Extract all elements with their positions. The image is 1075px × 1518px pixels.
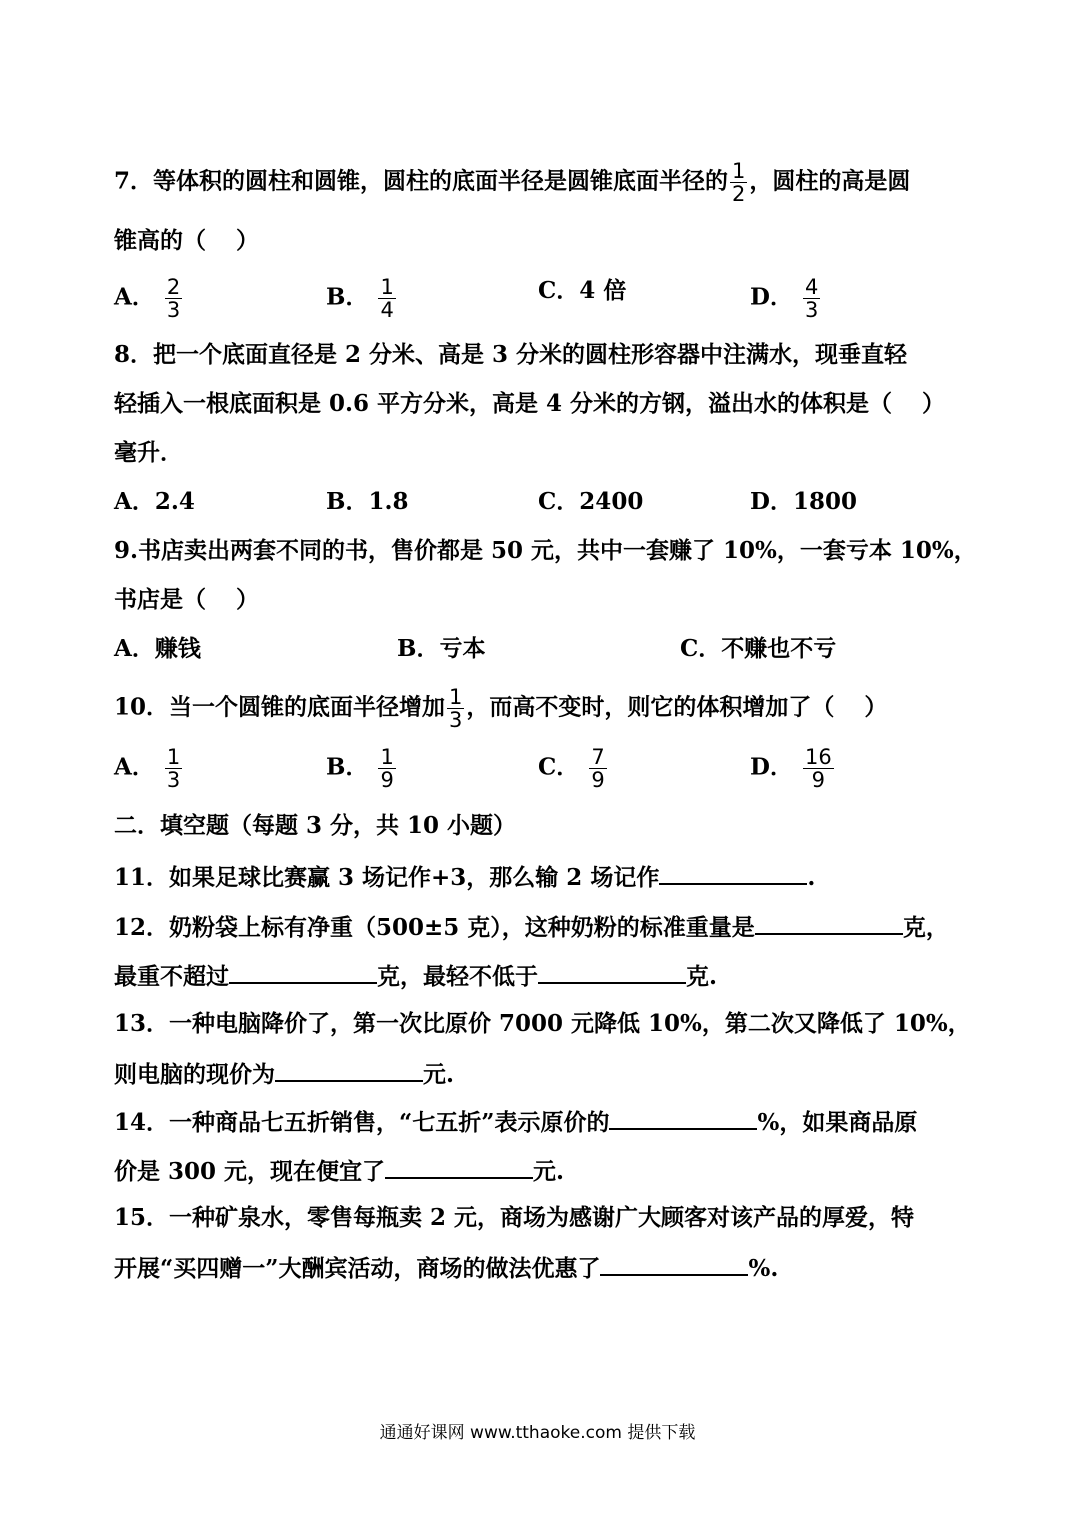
q14-line2 xyxy=(114,1155,564,1187)
option-fraction xyxy=(378,276,395,321)
section-heading: 二．填空题（每题 3 分，共 10 小题） xyxy=(114,812,517,839)
q13-text-b: 则电脑的现价为 xyxy=(114,1061,275,1088)
q11-end: . xyxy=(807,864,816,891)
q10-option-a xyxy=(114,746,184,791)
fraction-numerator: 1 xyxy=(732,159,746,183)
fraction-denominator: 3 xyxy=(166,298,181,322)
q15-line2 xyxy=(114,1252,778,1284)
answer-blank[interactable] xyxy=(538,960,686,984)
q7-text-a: 7．等体积的圆柱和圆锥，圆柱的底面半径是圆锥底面半径的 xyxy=(114,167,729,195)
q7-line1 xyxy=(114,160,910,205)
option-fraction xyxy=(378,746,395,791)
q12-text-c: 最重不超过 xyxy=(114,963,229,990)
answer-blank[interactable] xyxy=(600,1252,748,1276)
q15-text-c: %. xyxy=(748,1255,779,1282)
q10-text-b: ，而高不变时，则它的体积增加了（ xyxy=(466,693,835,721)
q9-paren-close: ） xyxy=(236,586,259,613)
q14-text-b: %，如果商品原 xyxy=(757,1109,918,1136)
fraction-numerator: 2 xyxy=(166,275,181,299)
option-fraction xyxy=(165,746,182,791)
fraction-numerator: 1 xyxy=(449,685,463,709)
answer-blank[interactable] xyxy=(229,960,377,984)
q13-line1: 13．一种电脑降价了，第一次比原价 7000 元降低 10%，第二次又降低了 10%， xyxy=(114,1010,971,1037)
q7-option-d xyxy=(750,276,822,321)
q7-line2-text: 锥高的（ xyxy=(114,227,206,254)
q9-line2-text: 书店是（ xyxy=(114,586,206,613)
fraction-numerator: 1 xyxy=(380,275,394,299)
fraction-numerator: 1 xyxy=(380,745,394,769)
fraction-denominator: 9 xyxy=(591,768,605,792)
q7-line2 xyxy=(114,226,259,256)
page-footer: 通通好课网 www.tthaoke.com 提供下载 xyxy=(379,1423,696,1443)
q11-line1 xyxy=(114,861,815,893)
option-label: B． xyxy=(326,283,369,311)
q12-text-e: 克. xyxy=(686,963,718,990)
q8-line3: 毫升． xyxy=(114,439,183,466)
answer-blank[interactable] xyxy=(609,1106,757,1130)
q12-text-d: 克，最轻不低于 xyxy=(377,963,538,990)
q14-line1 xyxy=(114,1106,917,1138)
q10-option-c xyxy=(538,746,609,791)
fraction-denominator: 3 xyxy=(166,768,181,792)
q14-text-d: 元. xyxy=(533,1158,565,1185)
answer-blank[interactable] xyxy=(755,911,903,935)
option-label: D． xyxy=(750,283,793,311)
q7-paren-close: ） xyxy=(236,227,259,254)
option-label: B． xyxy=(326,753,369,781)
answer-blank[interactable] xyxy=(659,861,807,885)
q9-line2 xyxy=(114,585,259,615)
option-fraction xyxy=(589,746,606,791)
q13-text-c: 元. xyxy=(423,1061,455,1088)
fraction-denominator: 3 xyxy=(804,298,819,322)
fraction-numerator: 4 xyxy=(804,275,819,299)
fraction-denominator: 2 xyxy=(732,182,746,206)
q7-option-b xyxy=(326,276,398,321)
q9-option-a: A．赚钱 xyxy=(114,635,201,662)
q9-option-c: C．不赚也不亏 xyxy=(680,635,837,662)
fraction-numerator: 16 xyxy=(804,745,832,769)
answer-blank[interactable] xyxy=(385,1155,533,1179)
q12-text-b: 克， xyxy=(902,914,949,941)
q15-text-b: 开展“买四赠一”大酬宾活动，商场的做法优惠了 xyxy=(114,1255,601,1282)
q8-option-d: D．1800 xyxy=(750,488,857,515)
q7-text-b: ，圆柱的高是圆 xyxy=(749,167,911,195)
q12-line1 xyxy=(114,911,949,943)
q9-option-b: B．亏本 xyxy=(397,635,486,662)
option-label: D． xyxy=(750,753,793,781)
option-fraction xyxy=(803,746,834,791)
answer-blank[interactable] xyxy=(275,1058,423,1082)
option-label: A． xyxy=(114,283,155,311)
q8-option-b: B．1.8 xyxy=(326,488,409,515)
q15-line1: 15．一种矿泉水，零售每瓶卖 2 元，商场为感谢广大顾客对该产品的厚爱，特 xyxy=(114,1204,915,1231)
q12-line2 xyxy=(114,960,717,992)
option-fraction xyxy=(165,276,182,321)
option-label: C． xyxy=(538,753,580,781)
q7-option-c xyxy=(538,276,626,306)
option-label: A． xyxy=(114,753,155,781)
q8-option-a: A．2.4 xyxy=(114,488,195,515)
q10-text-a: 10．当一个圆锥的底面半径增加 xyxy=(114,693,446,721)
fraction-denominator: 3 xyxy=(449,708,463,732)
q10-line1 xyxy=(114,686,887,731)
q8-line2-text: 轻插入一根底面积是 0.6 平方分米，高是 4 分米的方钢，溢出水的体积是（ xyxy=(114,390,893,417)
q9-line1: 9.书店卖出两套不同的书，售价都是 50 元，共中一套赚了 10%，一套亏本 10%， xyxy=(114,537,977,564)
fraction-denominator: 9 xyxy=(380,768,394,792)
q14-text-a: 14．一种商品七五折销售，“七五折”表示原价的 xyxy=(114,1109,610,1136)
q10-paren-close: ） xyxy=(864,693,888,721)
q13-line2 xyxy=(114,1058,454,1090)
q8-paren-close: ） xyxy=(922,390,946,417)
q8-option-c: C．2400 xyxy=(538,488,644,515)
fraction-numerator: 1 xyxy=(166,745,181,769)
q10-option-d xyxy=(750,746,836,791)
q7-option-a xyxy=(114,276,184,321)
fraction-denominator: 4 xyxy=(380,298,394,322)
q7-fraction xyxy=(730,160,747,205)
q14-text-c: 价是 300 元，现在便宜了 xyxy=(114,1158,386,1185)
fraction-denominator: 9 xyxy=(811,768,825,792)
option-label: C．4 倍 xyxy=(538,277,627,304)
fraction-numerator: 7 xyxy=(591,745,605,769)
q12-text-a: 12．奶粉袋上标有净重（500±5 克），这种奶粉的标准重量是 xyxy=(114,914,755,941)
option-fraction xyxy=(803,276,820,321)
q10-fraction xyxy=(447,686,464,731)
q8-line2 xyxy=(114,389,945,419)
q11-text: 11．如果足球比赛赢 3 场记作+3，那么输 2 场记作 xyxy=(114,864,660,891)
q10-option-b xyxy=(326,746,398,791)
q8-line1: 8．把一个底面直径是 2 分米、高是 3 分米的圆柱形容器中注满水，现垂直轻 xyxy=(114,341,908,368)
